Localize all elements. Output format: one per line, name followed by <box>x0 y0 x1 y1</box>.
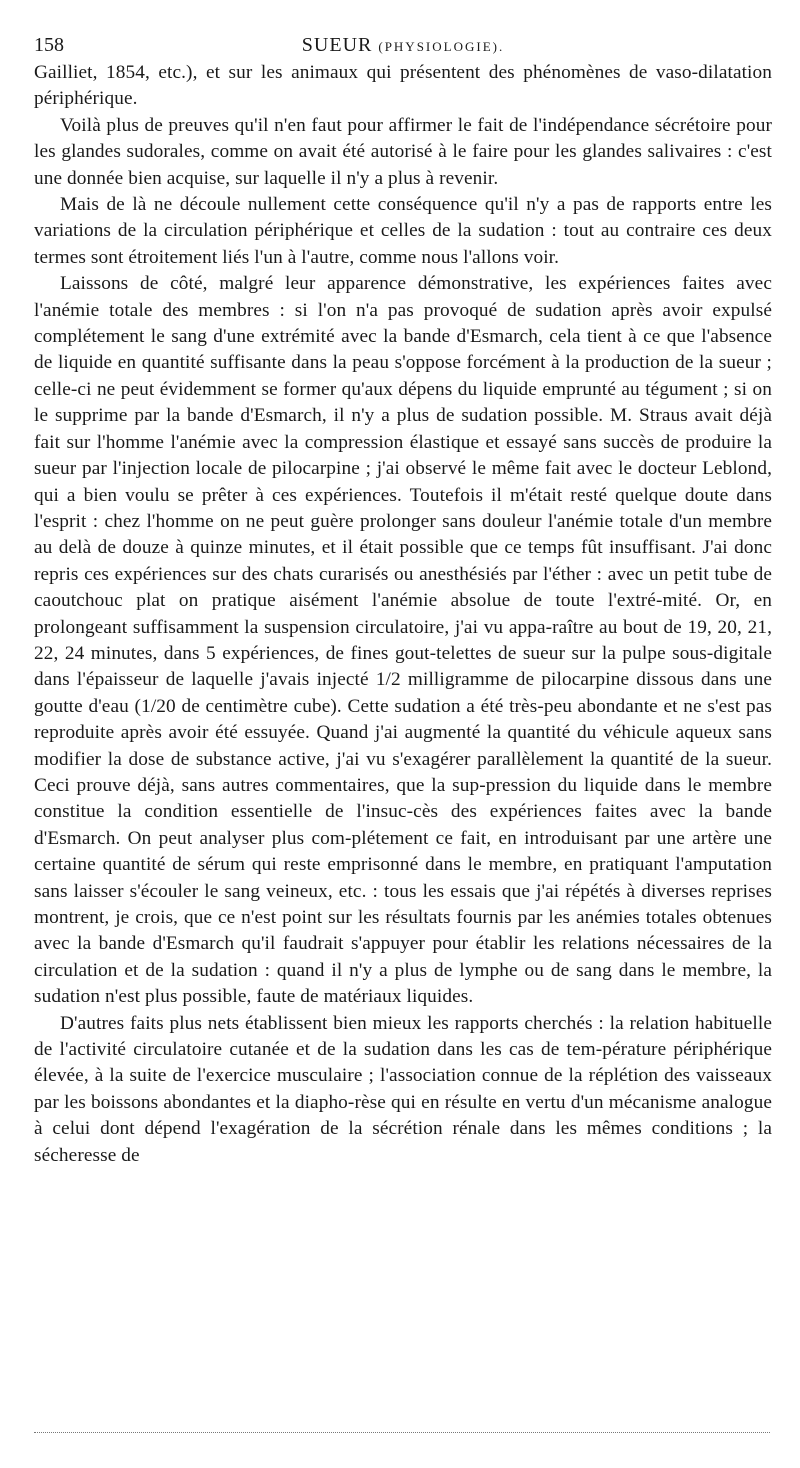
paragraph-experiments: Laissons de côté, malgré leur apparence démonstrative, les expériences faites avec l'anémie totale des membres : si l'on n'a pas provoqué de sudation après avoir expulsé complétement le sang d'une extrémité avec la bande d'Esmarch, cela tient à ce que l'absence de liquide en quantité suffisante dans la peau s'oppose forcément à la production de la sueur ; celle-ci ne peut évidemment se former qu'aux dépens du liquide emprunté au tégument ; si on le supprime par la bande d'Esmarch, il n'y a plus de sudation possible. M. Straus avait déjà fait sur l'homme l'anémie avec la compression élastique et essayé sans succès de produire la sueur par l'injection locale de pilocarpine ; j'ai observé le même fait avec le docteur Leblond, qui a bien voulu se prêter à ces expériences. Toutefois il m'était resté quelque doute dans l'esprit : chez l'homme on ne peut guère prolonger sans douleur l'anémie totale d'un membre au delà de douze à quinze minutes, et il était possible que ce temps fût insuffisant. J'ai donc repris ces expériences sur des chats curarisés ou anesthésiés par l'éther : avec un petit tube de caoutchouc plat on pratique aisément l'anémie absolue de toute l'extré-mité. Or, en prolongeant suffisamment la suspension circulatoire, j'ai vu appa-raître au bout de 19, 20, 21, 22, 24 minutes, dans 5 expériences, de fines gout-telettes de sueur sur la pulpe sous-digitale dans l'épaisseur de laquelle j'avais injecté 1/2 milligramme de pilocarpine dissous dans une goutte d'eau (1/20 de centimètre cube). Cette sudation a été très-peu abondante et ne s'est pas reproduite après avoir été essuyée. Quand j'ai augmenté la quantité du véhicule aqueux sans modifier la dose de substance active, j'ai vu s'exagérer parallèlement la quantité de la sueur. Ceci prouve déjà, sans autres commentaires, que la sup-pression du liquide dans le membre constitue la condition essentielle de l'insuc-cès des expériences faites avec la bande d'Esmarch. On peut analyser plus com-plétement ce fait, en introduisant par une artère une certaine quantité de sérum qui reste emprisonné dans le membre, en pratiquant l'amputation sans laisser s'écouler le sang veineux, etc. : tous les essais que j'ai répétés à diverses reprises montrent, je crois, que ce n'est point sur les résultats fournis par les anémies totales obtenues avec la bande d'Esmarch qu'il faudrait s'appuyer pour établir les relations nécessaires de la circulation et de la sudation : quand il n'y a plus de lymphe ou de sang dans le membre, la sudation n'est plus possible, faute de matériaux liquides. <box>34 273 772 1008</box>
page-number: 158 <box>34 34 64 56</box>
paragraph-independence: Voilà plus de preuves qu'il n'en faut pour affirmer le fait de l'indépendance sécrétoire pour les glandes sudorales, comme on avait été autorisé à le faire pour les glandes salivaires : c'est une donnée bien acquise, sur laquelle il n'y a plus à revenir. <box>34 114 772 189</box>
paragraph-continuation: Gailliet, 1854, etc.), et sur les animaux qui présentent des phénomènes de vaso-dilatation périphérique. <box>34 62 772 110</box>
page <box>34 30 772 1169</box>
running-title-main: SUEUR <box>301 34 373 56</box>
running-title-subtitle: (PHYSIOLOGIE). <box>378 39 505 54</box>
paragraph-other-facts: D'autres faits plus nets établissent bien mieux les rapports cherchés : la relation habituelle de l'activité circulatoire cutanée et de la sudation dans les cas de tem-pérature périphérique élevée, à la suite de l'exercice musculaire ; l'association connue de la réplétion des vaisseaux par les boissons abondantes et la diapho-rèse qui en résulte en vertu d'un mécanisme analogue à celui dont dépend l'exagération de la sécrétion rénale dans les mêmes conditions ; la sécheresse de <box>34 1012 772 1166</box>
paragraph-relations: Mais de là ne découle nullement cette conséquence qu'il n'y a pas de rapports entre les variations de la circulation périphérique et celles de la sudation : tout au contraire ces deux termes sont étroitement liés l'un à l'autre, comme nous l'allons voir. <box>34 194 772 268</box>
running-title <box>34 30 772 62</box>
footer-rule <box>34 1432 770 1433</box>
running-head <box>34 30 772 60</box>
body-text <box>34 60 772 1169</box>
